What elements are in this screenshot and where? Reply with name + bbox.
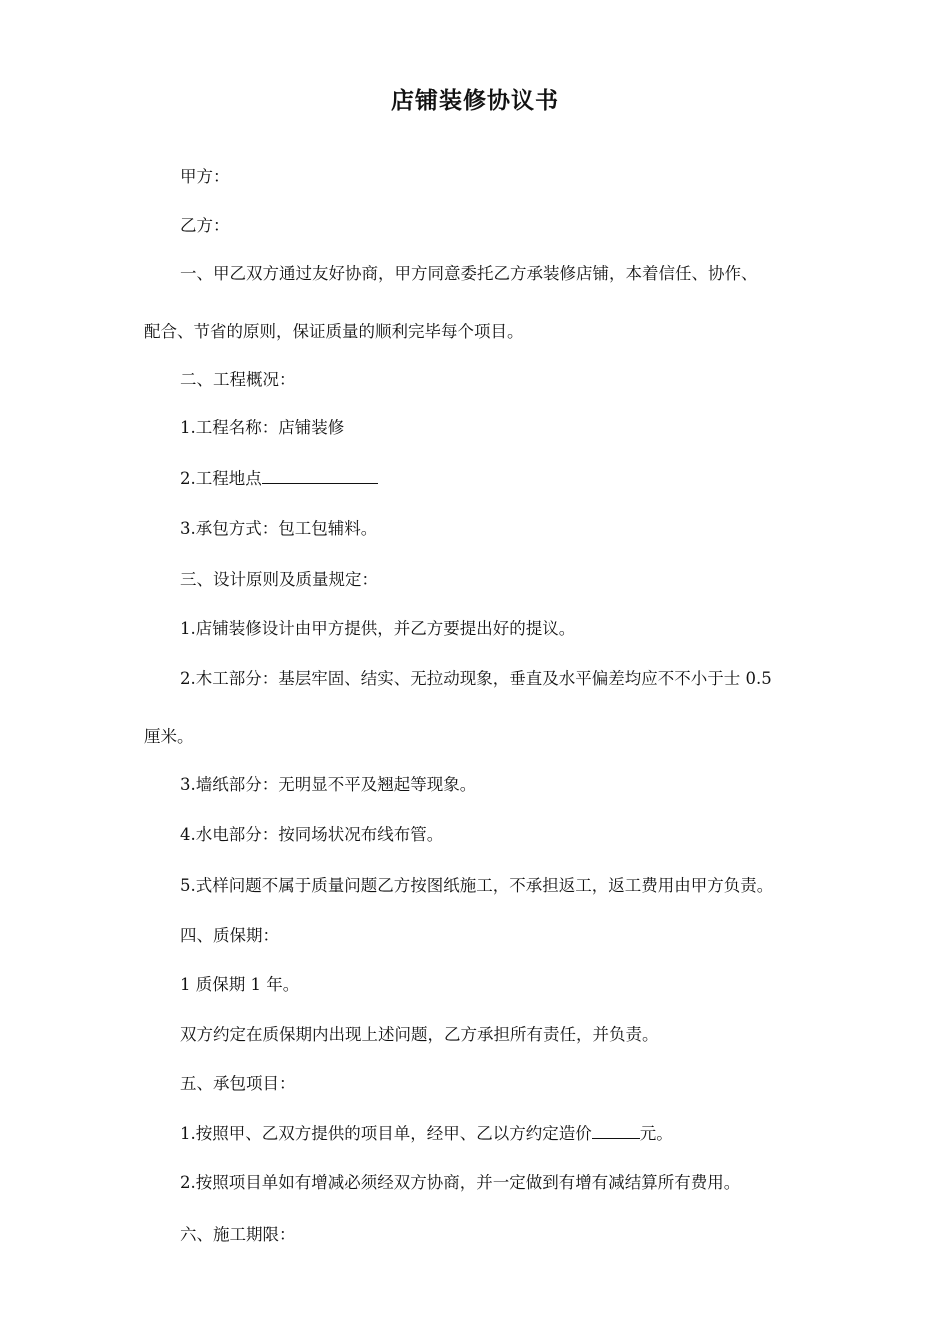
- section-3-item-5: 5.式样问题不属于质量问题乙方按图纸施工，不承担返工，返工费用由甲方负责。: [180, 876, 774, 895]
- project-location-blank: [262, 469, 378, 484]
- section-3-item-4: 4.水电部分：按同场状况布线布管。: [180, 825, 444, 844]
- contract-price-text: 1.按照甲、乙双方提供的项目单，经甲、乙以方约定造价: [180, 1124, 592, 1143]
- section-1-line-2: 配合、节省的原则，保证质量的顺利完毕每个项目。: [144, 322, 524, 341]
- section-3-item-2-line-1: 2.木工部分：基层牢固、结实、无拉动现象，垂直及水平偏差均应不不小于士 0.5: [180, 669, 772, 688]
- section-6-heading: 六、施工期限：: [180, 1225, 296, 1244]
- section-3-item-1: 1.店铺装修设计由甲方提供，并乙方要提出好的提议。: [180, 619, 576, 638]
- section-2-item-3: 3.承包方式：包工包辅料。: [180, 519, 378, 538]
- contract-price-blank: [592, 1124, 640, 1139]
- section-2-item-1: 1.工程名称：店铺装修: [180, 418, 345, 437]
- section-3-item-2-line-2: 厘米。: [144, 727, 194, 746]
- section-2-item-2: [180, 468, 378, 490]
- section-4-note: 双方约定在质保期内出现上述问题，乙方承担所有责任，并负责。: [180, 1025, 659, 1044]
- project-location-label: 2.工程地点: [180, 469, 262, 488]
- section-4-item-1: 1 质保期 1 年。: [180, 975, 300, 994]
- party-a-line: 甲方：: [180, 167, 230, 186]
- section-5-heading: 五、承包项目：: [180, 1074, 296, 1093]
- contract-price-unit: 元。: [639, 1124, 673, 1143]
- section-1-line-1: 一、甲乙双方通过友好协商，甲方同意委托乙方承装修店铺，本着信任、协作、: [180, 264, 758, 283]
- section-5-item-1: [180, 1123, 673, 1145]
- section-2-heading: 二、工程概况：: [180, 370, 296, 389]
- section-3-heading: 三、设计原则及质量规定：: [180, 570, 378, 589]
- section-4-heading: 四、质保期：: [180, 926, 279, 945]
- document-title: 店铺装修协议书: [391, 87, 559, 114]
- section-3-item-3: 3.墙纸部分：无明显不平及翘起等现象。: [180, 775, 477, 794]
- party-b-line: 乙方：: [180, 216, 230, 235]
- section-5-item-2: 2.按照项目单如有增减必须经双方协商，并一定做到有增有减结算所有费用。: [180, 1173, 741, 1192]
